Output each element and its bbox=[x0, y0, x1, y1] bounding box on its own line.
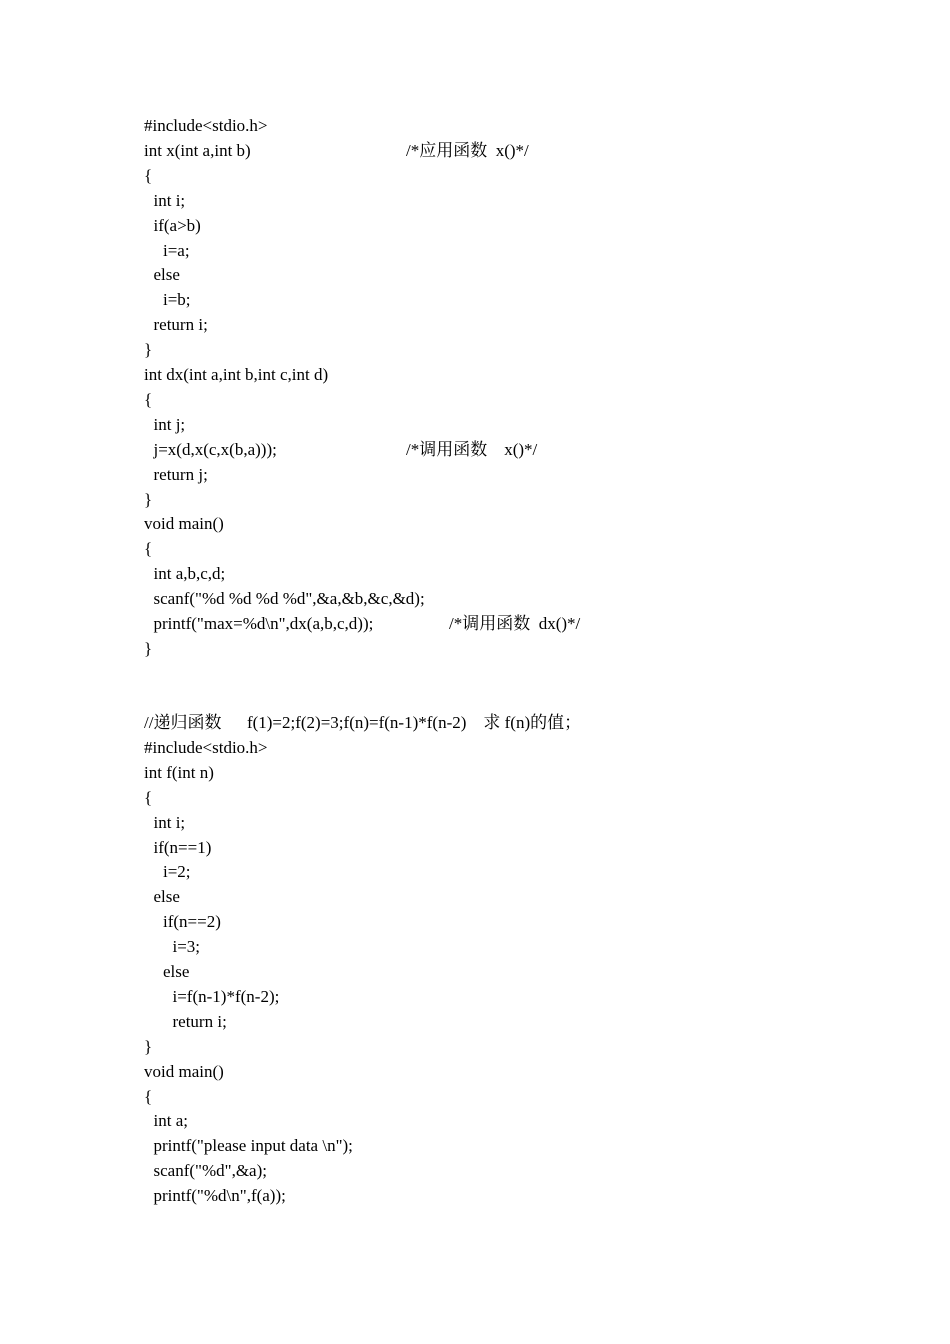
code-line bbox=[144, 138, 844, 163]
code-text: printf("%d\n",f(a)); bbox=[153, 1186, 286, 1206]
code-text: int j; bbox=[153, 414, 186, 434]
code-text: int a,b,c,d; bbox=[153, 564, 226, 584]
code-line bbox=[144, 810, 844, 835]
code-line bbox=[144, 1059, 844, 1084]
code-text: } bbox=[144, 1036, 153, 1056]
code-text: else bbox=[163, 962, 190, 981]
code-text: scanf("%d %d %d %d",&a,&b,&c,&d); bbox=[153, 589, 425, 609]
code-text: scanf("%d",&a); bbox=[153, 1161, 267, 1181]
code-line bbox=[144, 760, 844, 785]
code-text: #include<stdio.h> bbox=[144, 116, 268, 135]
code-text: return j; bbox=[153, 464, 208, 484]
code-line bbox=[144, 934, 844, 959]
code-line bbox=[144, 1158, 844, 1183]
code-line bbox=[144, 611, 844, 636]
code-line bbox=[144, 163, 844, 188]
code-text: i=f(n-1)*f(n-2); bbox=[172, 986, 280, 1006]
code-line bbox=[144, 337, 844, 362]
code-text: return i; bbox=[172, 1011, 227, 1031]
code-line bbox=[144, 113, 844, 138]
code-line bbox=[144, 984, 844, 1009]
code-line bbox=[144, 238, 844, 263]
code-text: j=x(d,x(c,x(b,a))); bbox=[153, 439, 277, 459]
code-line bbox=[144, 213, 844, 238]
code-line bbox=[144, 909, 844, 934]
code-text: if(n==2) bbox=[163, 912, 221, 932]
code-text: { bbox=[144, 787, 153, 807]
code-text: int f(int n) bbox=[144, 762, 214, 782]
code-line bbox=[144, 412, 844, 437]
code-comment: /*调用函数 dx()*/ bbox=[449, 614, 581, 633]
code-text: { bbox=[144, 539, 153, 559]
code-text: return i; bbox=[153, 315, 208, 335]
code-text: int x(int a,int b) bbox=[144, 140, 251, 160]
code-text: void main() bbox=[144, 514, 224, 534]
code-text: printf("please input data \n"); bbox=[153, 1136, 353, 1156]
code-text: printf("max=%d\n",dx(a,b,c,d)); bbox=[153, 614, 374, 633]
code-text: i=3; bbox=[172, 937, 201, 957]
code-line bbox=[144, 1034, 844, 1059]
code-text: i=a; bbox=[163, 240, 190, 260]
code-text: #include<stdio.h> bbox=[144, 737, 268, 757]
code-text: if(n==1) bbox=[153, 837, 212, 857]
code-line bbox=[144, 785, 844, 810]
code-line bbox=[144, 1009, 844, 1034]
code-line bbox=[144, 636, 844, 661]
code-text: i=b; bbox=[163, 290, 191, 310]
code-line bbox=[144, 262, 844, 287]
code-text: int i; bbox=[153, 190, 186, 210]
code-text: int dx(int a,int b,int c,int d) bbox=[144, 365, 329, 384]
code-line bbox=[144, 561, 844, 586]
code-text: } bbox=[144, 340, 153, 360]
code-line bbox=[144, 1108, 844, 1133]
code-text: else bbox=[153, 265, 180, 285]
code-text: { bbox=[144, 389, 153, 409]
code-text: else bbox=[153, 887, 180, 907]
code-line bbox=[144, 586, 844, 611]
code-line bbox=[144, 835, 844, 860]
code-comment: /*应用函数 x()*/ bbox=[406, 140, 529, 160]
code-text: } bbox=[144, 638, 153, 658]
code-line bbox=[144, 387, 844, 412]
code-line bbox=[144, 884, 844, 909]
code-text: { bbox=[144, 165, 153, 185]
code-line bbox=[144, 188, 844, 213]
code-line bbox=[144, 437, 844, 462]
code-comment: /*调用函数 x()*/ bbox=[406, 439, 538, 459]
code-line bbox=[144, 1133, 844, 1158]
code-text: } bbox=[144, 489, 153, 509]
code-line bbox=[144, 487, 844, 512]
code-line bbox=[144, 859, 844, 884]
code-line bbox=[144, 959, 844, 984]
code-text: //递归函数 f(1)=2;f(2)=3;f(n)=f(n-1)*f(n-2) 求 f(n)的值； bbox=[144, 713, 582, 732]
code-text: { bbox=[144, 1086, 153, 1106]
code-text: if(a>b) bbox=[153, 215, 201, 235]
code-line bbox=[144, 362, 844, 387]
code-line bbox=[144, 1084, 844, 1109]
code-text: i=2; bbox=[163, 862, 191, 882]
code-text: void main() bbox=[144, 1061, 224, 1081]
code-line bbox=[144, 536, 844, 561]
code-line bbox=[144, 735, 844, 760]
code-text: int i; bbox=[153, 812, 186, 832]
code-line bbox=[144, 1183, 844, 1208]
code-line bbox=[144, 312, 844, 337]
code-text: int a; bbox=[153, 1111, 188, 1131]
code-line bbox=[144, 710, 844, 735]
code-line bbox=[144, 511, 844, 536]
code-line bbox=[144, 287, 844, 312]
code-line bbox=[144, 462, 844, 487]
